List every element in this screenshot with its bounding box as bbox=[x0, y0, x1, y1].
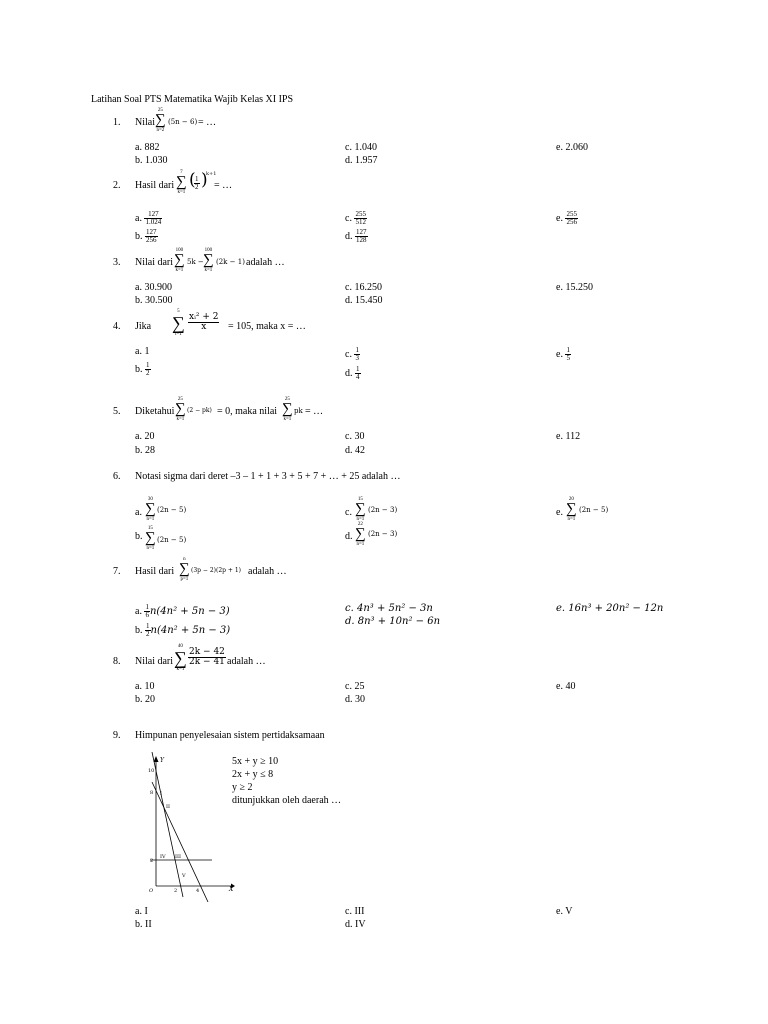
option-b: b. 30.500 bbox=[135, 295, 173, 306]
sigma-fraction: $\frac{2k - 42}{2k - 41}$ bbox=[189, 647, 225, 667]
tick-y2: 2 bbox=[150, 858, 154, 864]
sigma-notation: 30 ∑ n=1 bbox=[145, 497, 156, 522]
question-number: 1. bbox=[113, 117, 121, 128]
question-text: Nilai dari bbox=[135, 656, 174, 667]
option-d-term: (2n − 3) bbox=[368, 530, 398, 538]
option-b-term: (2n − 5) bbox=[157, 536, 187, 544]
exponent: k+1 bbox=[206, 171, 217, 177]
sigma-notation: 25 ∑ k=1 bbox=[282, 397, 293, 422]
region-II: II bbox=[166, 804, 170, 810]
sigma-notation: 7 ∑ k=1 bbox=[176, 170, 187, 195]
question-text: Hasil dari bbox=[135, 566, 175, 577]
inequality-3: y ≥ 2 bbox=[232, 782, 253, 793]
question-number: 4. bbox=[113, 321, 121, 332]
question-text: Nilai dari bbox=[135, 257, 174, 268]
question-text: Nilai bbox=[135, 117, 155, 128]
option-e: e. 16n³ + 20n² − 12n bbox=[556, 603, 664, 614]
sigma-term: (3p − 2)(2p + 1) bbox=[191, 567, 241, 574]
option-a: a. $\frac{127}{1.024}$ bbox=[135, 210, 162, 226]
option-d: d. 30 bbox=[345, 694, 365, 705]
question-text: Diketahui bbox=[135, 406, 175, 417]
y-label: Y bbox=[160, 757, 164, 764]
option-d: d. 1.957 bbox=[345, 155, 378, 166]
option-c: c. 16.250 bbox=[345, 282, 382, 293]
question-number: 3. bbox=[113, 257, 121, 268]
option-a-label: a. bbox=[135, 507, 142, 518]
option-a: a. I bbox=[135, 906, 148, 917]
option-e: e. V bbox=[556, 906, 573, 917]
question-number: 7. bbox=[113, 566, 121, 577]
option-a-term: (2n − 5) bbox=[157, 506, 187, 514]
question-number: 2. bbox=[113, 180, 121, 191]
sigma-notation: 100 ∑ k=1 bbox=[174, 248, 185, 273]
option-c: c. $\frac{255}{512}$ bbox=[345, 210, 366, 226]
option-b: b. $\frac{1}{2}$ n(4n² + 5n − 3) bbox=[135, 622, 231, 638]
option-c-term: (2n − 3) bbox=[368, 506, 398, 514]
option-e: e. 15.250 bbox=[556, 282, 593, 293]
sigma-notation: 15 ∑ n=1 bbox=[145, 526, 156, 551]
question-number: 6. bbox=[113, 471, 121, 482]
question-text: Notasi sigma dari deret –3 – 1 + 1 + 3 + 5 + 7 + … + 25 adalah … bbox=[135, 471, 401, 482]
region-I: I bbox=[160, 791, 162, 797]
question-text-end: = … bbox=[198, 117, 217, 128]
tick-y8: 8 bbox=[150, 790, 154, 796]
sigma-term: 5k − bbox=[187, 258, 204, 266]
option-b: b. 1.030 bbox=[135, 155, 168, 166]
option-a: a. 1 bbox=[135, 346, 150, 357]
graph-prompt: ditunjukkan oleh daerah … bbox=[232, 795, 342, 806]
option-c: c. $\frac{1}{3}$ bbox=[345, 346, 359, 362]
x-label: X bbox=[229, 886, 234, 893]
region-graph bbox=[138, 752, 238, 902]
sigma-term: (2 − pk) bbox=[187, 407, 212, 414]
option-d-label: d. bbox=[345, 531, 353, 542]
option-c: c. III bbox=[345, 906, 365, 917]
option-c: c. 4n³ + 5n² − 3n bbox=[345, 603, 433, 614]
option-b: b. 20 bbox=[135, 694, 155, 705]
sigma-term: (2k − 1) bbox=[216, 258, 245, 266]
question-text-end: = … bbox=[305, 406, 324, 417]
option-d: d. IV bbox=[345, 919, 366, 930]
option-e: e. 112 bbox=[556, 431, 581, 442]
option-c: c. 30 bbox=[345, 431, 365, 442]
question-text-end: adalah … bbox=[248, 566, 287, 577]
inequality-1: 5x + y ≥ 10 bbox=[232, 756, 279, 767]
origin-label: O bbox=[149, 888, 154, 894]
option-c-label: c. bbox=[345, 507, 352, 518]
question-text-end: = … bbox=[214, 180, 233, 191]
option-e: e. $\frac{1}{5}$ bbox=[556, 346, 570, 362]
tick-y10: 10 bbox=[148, 768, 155, 774]
paren-open: ( bbox=[189, 170, 196, 190]
question-number: 9. bbox=[113, 730, 121, 741]
question-text-end: adalah … bbox=[246, 257, 285, 268]
option-b: b. $\frac{1}{2}$ bbox=[135, 361, 150, 377]
sigma-notation: 22 ∑ n=1 bbox=[355, 522, 366, 547]
option-a: a. $\frac{1}{6}$ n(4n² + 5n − 3) bbox=[135, 603, 230, 619]
region-III: III bbox=[175, 854, 181, 860]
sigma-notation: n ∑ p=1 bbox=[179, 557, 190, 582]
sigma-notation: 20 ∑ n=1 bbox=[566, 497, 577, 522]
question-number: 5. bbox=[113, 406, 121, 417]
question-text: Hasil dari bbox=[135, 180, 175, 191]
sigma-notation: 25 ∑ n=2 bbox=[155, 108, 166, 133]
option-e-label: e. bbox=[556, 507, 563, 518]
option-d: d. 15.450 bbox=[345, 295, 383, 306]
inner-fraction: $\frac{1}{2}$ bbox=[195, 175, 199, 191]
question-text: Jika bbox=[135, 321, 152, 332]
region-IV: IV bbox=[160, 854, 166, 860]
sigma-notation: 25 ∑ k=1 bbox=[175, 397, 186, 422]
option-b: b. II bbox=[135, 919, 152, 930]
sigma-term: (5n − 6) bbox=[168, 118, 198, 126]
option-d: d. $\frac{127}{128}$ bbox=[345, 228, 367, 244]
question-text: Himpunan penyelesaian sistem pertidaksamaan bbox=[135, 730, 325, 741]
question-text-mid: = 0, maka nilai bbox=[217, 406, 278, 417]
option-a: a. 10 bbox=[135, 681, 155, 692]
option-c: c. 1.040 bbox=[345, 142, 377, 153]
sigma-notation: 5 ∑ i=1 bbox=[172, 309, 185, 337]
page-title: Latihan Soal PTS Matematika Wajib Kelas XI IPS bbox=[91, 94, 294, 105]
option-a: a. 20 bbox=[135, 431, 155, 442]
sigma-fraction: $\frac{\text{xᵢ² + 2}}{x}$ bbox=[189, 312, 219, 332]
option-a: a. 882 bbox=[135, 142, 160, 153]
tick-x2: 2 bbox=[174, 888, 178, 894]
sigma-term: pk bbox=[294, 407, 303, 415]
option-b: b. 28 bbox=[135, 445, 155, 456]
option-e-term: (2n − 5) bbox=[579, 506, 609, 514]
paren-close: ) bbox=[201, 170, 208, 190]
option-e: e. $\frac{255}{256}$ bbox=[556, 210, 577, 226]
inequality-2: 2x + y ≤ 8 bbox=[232, 769, 274, 780]
option-c: c. 25 bbox=[345, 681, 365, 692]
line-5x-plus-y-10 bbox=[152, 752, 183, 897]
question-text-end: adalah … bbox=[227, 656, 266, 667]
option-d: d. 42 bbox=[345, 445, 365, 456]
question-text-end: = 105, maka x = … bbox=[228, 321, 306, 332]
option-e: e. 40 bbox=[556, 681, 576, 692]
option-d: d. 8n³ + 10n² − 6n bbox=[345, 616, 441, 627]
sigma-notation: 100 ∑ k=1 bbox=[203, 248, 214, 273]
option-b-label: b. bbox=[135, 531, 143, 542]
region-V: V bbox=[182, 873, 186, 879]
sigma-notation: 15 ∑ n=1 bbox=[355, 497, 366, 522]
sigma-notation: 40 ∑ k=1 bbox=[174, 644, 187, 672]
option-d: d. $\frac{1}{4}$ bbox=[345, 365, 360, 381]
tick-x4: 4 bbox=[196, 888, 200, 894]
option-a: a. 30.900 bbox=[135, 282, 172, 293]
question-number: 8. bbox=[113, 656, 121, 667]
option-b: b. $\frac{127}{256}$ bbox=[135, 228, 157, 244]
option-e: e. 2.060 bbox=[556, 142, 588, 153]
